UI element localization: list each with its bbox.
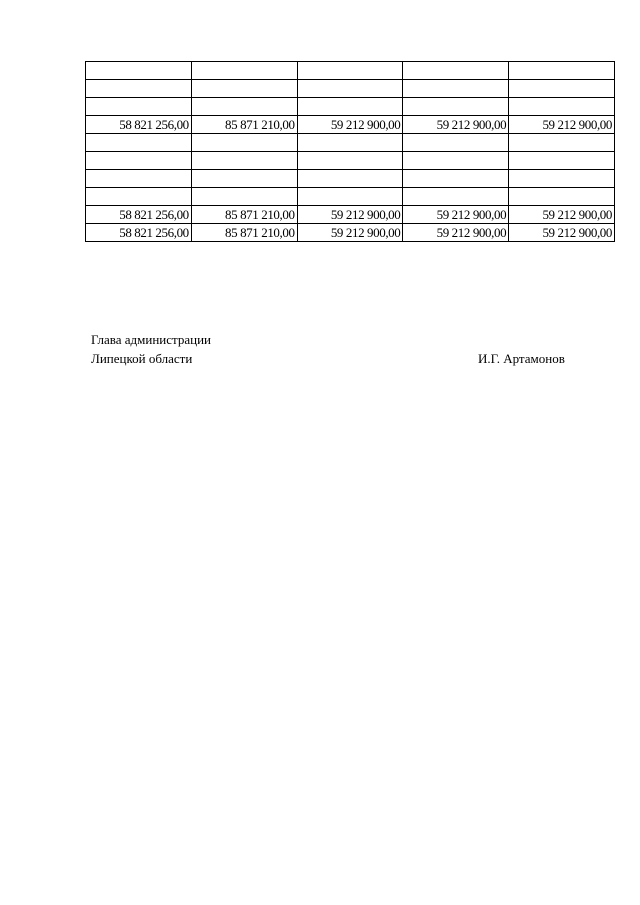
table-cell: [297, 152, 403, 170]
table-cell: 59 212 900,00: [297, 116, 403, 134]
table-cell: [403, 62, 509, 80]
table-cell: [403, 188, 509, 206]
table-cell: [403, 170, 509, 188]
table-cell: 59 212 900,00: [403, 206, 509, 224]
table-cell: [297, 170, 403, 188]
table-cell: [509, 188, 615, 206]
signatory-title-line-1: Глава администрации: [91, 332, 212, 347]
table-cell: [509, 98, 615, 116]
table-row: [86, 134, 615, 152]
table-cell: [86, 62, 192, 80]
table-cell: [509, 170, 615, 188]
table-cell: [86, 80, 192, 98]
table-cell: 59 212 900,00: [403, 116, 509, 134]
table-cell: [403, 80, 509, 98]
table-cell: [509, 80, 615, 98]
table-cell: [86, 98, 192, 116]
budget-table: [85, 61, 615, 242]
table-cell: 59 212 900,00: [297, 206, 403, 224]
table-row: [86, 170, 615, 188]
table-cell: 59 212 900,00: [509, 224, 615, 242]
table-row: [86, 206, 615, 224]
table-cell: [191, 62, 297, 80]
table-cell: 85 871 210,00: [191, 224, 297, 242]
signatory-name: И.Г. Артамонов: [478, 351, 565, 366]
table-cell: [297, 188, 403, 206]
table-cell: [297, 134, 403, 152]
table-cell: 58 821 256,00: [86, 116, 192, 134]
table-row: [86, 152, 615, 170]
table-cell: 85 871 210,00: [191, 206, 297, 224]
signatory-title-line-2: Липецкой области: [91, 351, 193, 366]
table-cell: [509, 134, 615, 152]
table-cell: 59 212 900,00: [509, 206, 615, 224]
table-cell: 58 821 256,00: [86, 224, 192, 242]
table-cell: 59 212 900,00: [297, 224, 403, 242]
table-cell: [191, 152, 297, 170]
table-cell: 58 821 256,00: [86, 206, 192, 224]
table-row: [86, 188, 615, 206]
table-row: [86, 62, 615, 80]
table-row: [86, 80, 615, 98]
table-cell: 59 212 900,00: [509, 116, 615, 134]
table-row: [86, 116, 615, 134]
table-cell: [86, 134, 192, 152]
table-cell: [191, 188, 297, 206]
table-cell: [86, 188, 192, 206]
table-cell: [509, 62, 615, 80]
table-cell: 59 212 900,00: [403, 224, 509, 242]
table-cell: [297, 62, 403, 80]
table-cell: [403, 134, 509, 152]
table-cell: [403, 98, 509, 116]
table-cell: [191, 170, 297, 188]
table-cell: [191, 98, 297, 116]
table-row: [86, 98, 615, 116]
table-cell: [191, 80, 297, 98]
table-cell: [509, 152, 615, 170]
table-row: [86, 224, 615, 242]
table-cell: [86, 170, 192, 188]
table-cell: 85 871 210,00: [191, 116, 297, 134]
table-cell: [86, 152, 192, 170]
table-cell: [191, 134, 297, 152]
table-cell: [297, 80, 403, 98]
budget-table-body: [86, 62, 615, 242]
table-cell: [297, 98, 403, 116]
table-cell: [403, 152, 509, 170]
